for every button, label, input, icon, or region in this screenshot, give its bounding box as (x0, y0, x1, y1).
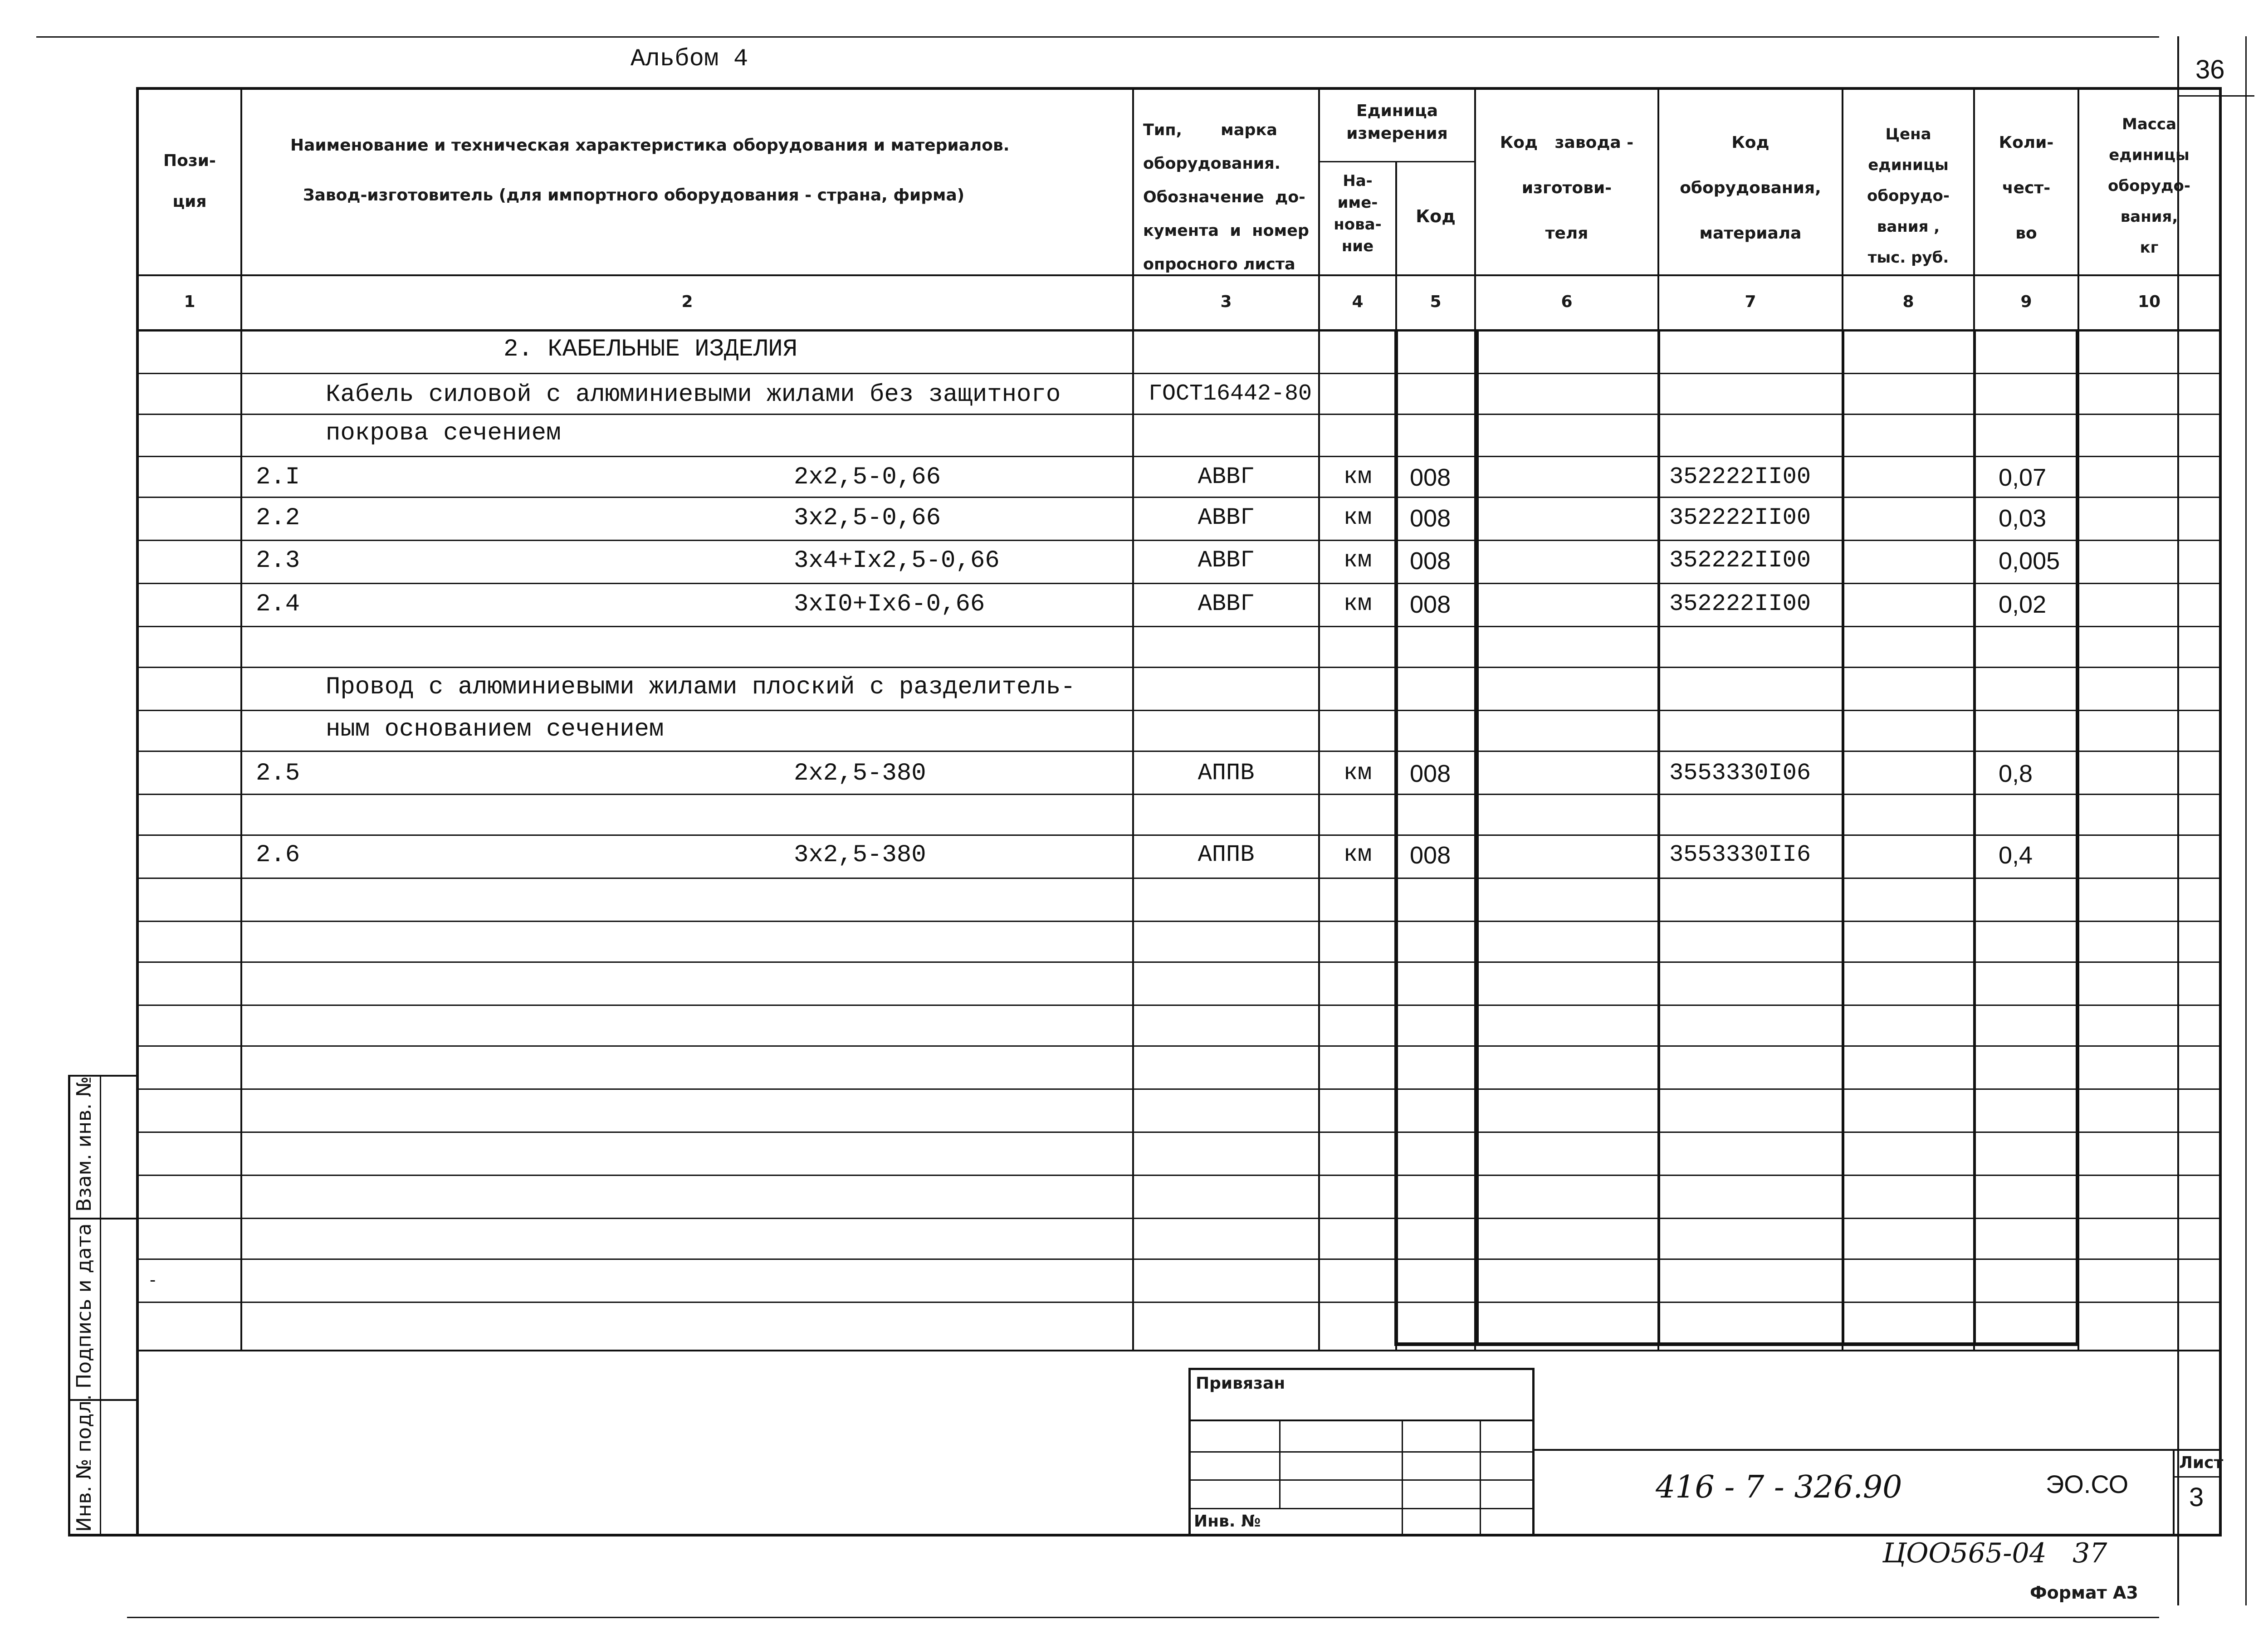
side-label-podpis: Подпись и дата (73, 1223, 96, 1389)
item-position: 2.4 (256, 590, 300, 618)
item-type: АППВ (1198, 841, 1255, 868)
item-unit-code: 008 (1410, 464, 1451, 491)
item-quantity: 0,07 (1999, 464, 2047, 491)
header-factory-code: Код завода - изготови- теля (1500, 133, 1634, 243)
item-unit-code: 008 (1410, 591, 1451, 618)
item-equipment-code: 352222II00 (1669, 463, 1811, 490)
item-quantity: 0,8 (1999, 760, 2033, 787)
header-mass: Масса единицы оборудо- вания, кг (2108, 115, 2190, 257)
item-type: АВВГ (1198, 463, 1255, 490)
item-type: АВВГ (1198, 547, 1255, 574)
item-quantity: 0,03 (1999, 505, 2047, 532)
album-title: Альбом 4 (631, 45, 748, 73)
header-unit-group: Единица измерения (1346, 102, 1448, 143)
colnum-7: 7 (1745, 293, 1756, 311)
stamp-sheet-label: Лист (2179, 1454, 2224, 1472)
item-quantity: 0,005 (1999, 547, 2060, 575)
stamp-inv-no: Инв. № (1194, 1512, 1261, 1531)
header-quantity: Коли- чест- во (1999, 133, 2054, 243)
page-number: 36 (2195, 55, 2225, 84)
colnum-3: 3 (1220, 293, 1232, 311)
item-spec: 3х2,5-380 (794, 841, 926, 869)
item-equipment-code: 352222II00 (1669, 504, 1811, 531)
item-equipment-code: 352222II00 (1669, 590, 1811, 617)
format-label: Формат А3 (2030, 1583, 2138, 1603)
item-unit-code: 008 (1410, 505, 1451, 532)
item-unit: км (1343, 463, 1372, 490)
item-position: 2.6 (256, 841, 300, 869)
side-label-vzam: Взам. инв. № (73, 1076, 96, 1212)
stray-mark: - (150, 1270, 156, 1290)
colnum-9: 9 (2020, 293, 2032, 311)
stamp-privyazan: Привязан (1196, 1374, 1286, 1393)
item-unit: км (1343, 841, 1372, 868)
side-label-inv-podl: Инв. № подл. (73, 1394, 96, 1532)
header-name-line2: Завод-изготовитель (для импортного оборудования - страна, фирма) (303, 186, 965, 205)
item-quantity: 0,02 (1999, 591, 2047, 618)
colnum-2: 2 (681, 293, 693, 311)
item-unit-code: 008 (1410, 842, 1451, 869)
item-position: 2.I (256, 463, 300, 491)
item-unit: км (1343, 760, 1372, 786)
item-type: АВВГ (1198, 504, 1255, 531)
header-equipment-code: Код оборудования, материала (1680, 133, 1821, 243)
item-spec: 3х4+Iх2,5-0,66 (794, 547, 1000, 575)
group2-line1: Провод с алюминиевыми жилами плоский с разделитель- (326, 673, 1075, 701)
item-spec: 3х2,5-0,66 (794, 504, 941, 532)
item-equipment-code: 3553330I06 (1669, 760, 1811, 786)
item-position: 2.5 (256, 760, 300, 787)
item-quantity: 0,4 (1999, 842, 2033, 869)
header-name-line1: Наименование и техническая характеристика оборудования и материалов. (290, 136, 1010, 155)
colnum-6: 6 (1561, 293, 1573, 311)
item-equipment-code: 352222II00 (1669, 547, 1811, 574)
item-unit-code: 008 (1410, 547, 1451, 575)
item-unit: км (1343, 504, 1372, 531)
colnum-8: 8 (1902, 293, 1914, 311)
item-spec: 2х2,5-380 (794, 760, 926, 787)
item-unit: км (1343, 547, 1372, 574)
item-position: 2.3 (256, 547, 300, 575)
stamp-section-code: ЭО.СО (2046, 1470, 2129, 1498)
header-price: Цена единицы оборудо- вания , тыс. руб. (1867, 125, 1950, 267)
stamp-sheet-number: 3 (2189, 1483, 2204, 1512)
group1-line1: Кабель силовой с алюминиевыми жилами без защитного (326, 381, 1061, 409)
item-type: АППВ (1198, 760, 1255, 786)
bottom-handwritten-code: ЦОО565-04 37 (1882, 1537, 2107, 1569)
section-title: 2. КАБЕЛЬНЫЕ ИЗДЕЛИЯ (503, 336, 798, 363)
header-position: Пози- ция (163, 151, 216, 211)
colnum-10: 10 (2137, 293, 2161, 311)
header-type: Тип, марка оборудования. Обозначение до- кумента и номер опросного листа (1143, 121, 1309, 273)
item-spec: 2х2,5-0,66 (794, 463, 941, 491)
group1-line2: покрова сечением (326, 419, 561, 447)
item-equipment-code: 3553330II6 (1669, 841, 1811, 868)
group1-doc: ГОСТ16442-80 (1149, 381, 1312, 407)
colnum-5: 5 (1430, 293, 1442, 311)
item-spec: 3хI0+Iх6-0,66 (794, 590, 985, 618)
item-unit: км (1343, 590, 1372, 617)
colnum-4: 4 (1352, 293, 1364, 311)
stamp-doc-code: 416 - 7 - 326.90 (1656, 1469, 1902, 1505)
item-position: 2.2 (256, 504, 300, 532)
item-unit-code: 008 (1410, 760, 1451, 787)
colnum-1: 1 (184, 293, 196, 311)
item-type: АВВГ (1198, 590, 1255, 617)
header-unit-code: Код (1416, 206, 1456, 226)
group2-line2: ным основанием сечением (326, 716, 664, 743)
header-unit-name: На- име- нова- ние (1334, 172, 1382, 255)
